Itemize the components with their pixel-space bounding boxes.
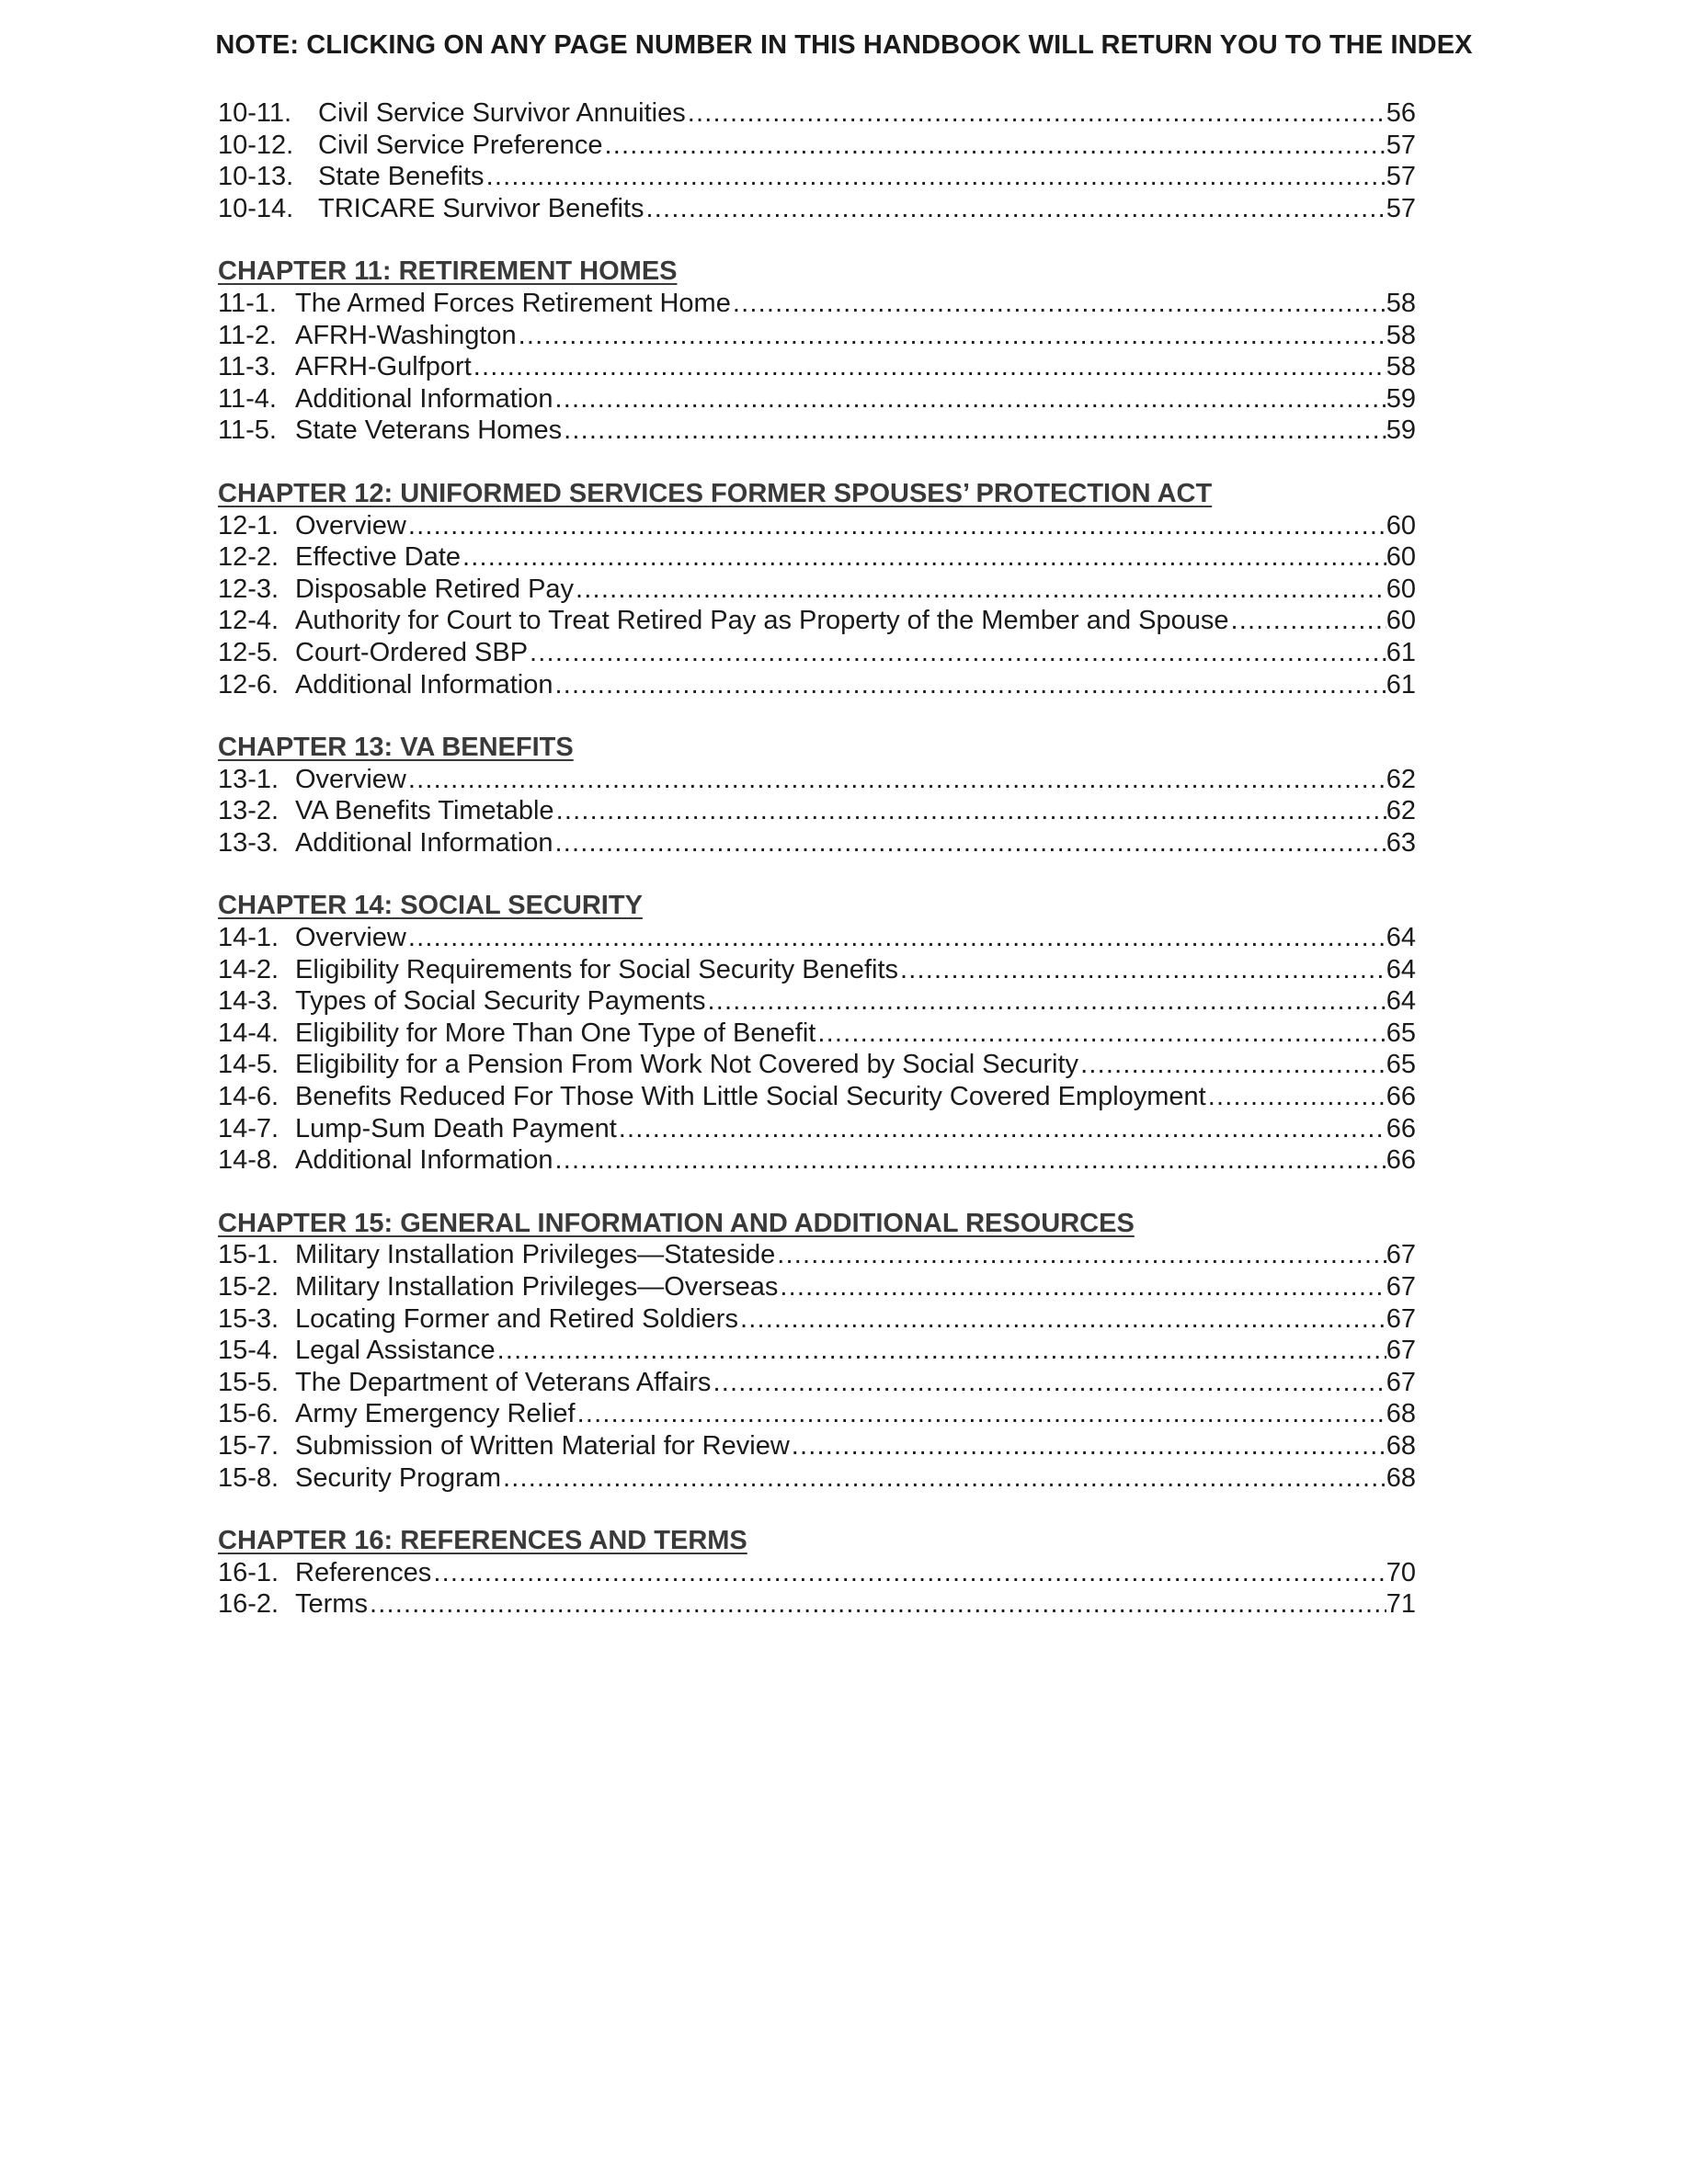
dot-leader bbox=[408, 510, 1386, 542]
entry-title: Overview bbox=[295, 923, 406, 953]
entry-page bbox=[1386, 669, 1416, 701]
entry-title: Effective Date bbox=[295, 542, 462, 573]
entry-title: State Veterans Homes bbox=[295, 415, 563, 446]
entry-number: 13-2. bbox=[218, 796, 279, 826]
dot-leader bbox=[486, 161, 1386, 193]
toc-entry bbox=[218, 97, 1416, 130]
dot-leader bbox=[503, 1462, 1386, 1495]
entry-title: Military Installation Privileges—Stateside bbox=[295, 1240, 776, 1270]
entry-title: Additional Information bbox=[295, 827, 553, 858]
toc-entry bbox=[218, 193, 1416, 225]
page-number-link[interactable]: 58 bbox=[1386, 352, 1416, 382]
entry-number: 11-4. bbox=[218, 383, 277, 414]
toc-entry bbox=[218, 669, 1416, 701]
page-number-link[interactable]: 56 bbox=[1386, 98, 1416, 128]
chapter-heading: CHAPTER 12: UNIFORMED SERVICES FORMER SPOUSES’ PROTECTION ACT bbox=[218, 478, 1213, 508]
entry-number: 14-8. bbox=[218, 1145, 279, 1176]
entry-title: Court-Ordered SBP bbox=[295, 637, 529, 667]
entry-title: Authority for Court to Treat Retired Pay as Property of the Member and Spouse bbox=[295, 606, 1229, 636]
entry-page bbox=[1386, 1430, 1416, 1462]
page-number-link[interactable]: 61 bbox=[1386, 669, 1416, 700]
entry-title: Disposable Retired Pay bbox=[295, 574, 575, 604]
dot-leader bbox=[555, 1144, 1386, 1177]
entry-title: Civil Service Preference bbox=[318, 130, 603, 160]
entry-number: 15-3. bbox=[218, 1303, 279, 1334]
page-number-link[interactable]: 67 bbox=[1386, 1303, 1416, 1334]
entry-page bbox=[1386, 351, 1416, 383]
entry-number: 12-2. bbox=[218, 542, 279, 573]
entry-number: 15-5. bbox=[218, 1367, 279, 1397]
entry-page bbox=[1386, 1462, 1416, 1495]
entry-page bbox=[1386, 320, 1416, 352]
page-number-link[interactable]: 68 bbox=[1386, 1399, 1416, 1429]
page-number-link[interactable]: 65 bbox=[1386, 1050, 1416, 1080]
entry-title: Overview bbox=[295, 510, 406, 540]
entry-page bbox=[1386, 574, 1416, 606]
entry-title: The Department of Veterans Affairs bbox=[295, 1367, 712, 1397]
entry-page bbox=[1386, 97, 1416, 130]
page-number-link[interactable]: 65 bbox=[1386, 1018, 1416, 1048]
entry-number: 15-2. bbox=[218, 1272, 279, 1302]
dot-leader bbox=[564, 415, 1386, 447]
entry-number: 12-6. bbox=[218, 669, 279, 700]
entry-page bbox=[1386, 795, 1416, 827]
entry-page bbox=[1386, 1144, 1416, 1177]
dot-leader bbox=[555, 383, 1386, 415]
dot-leader bbox=[1080, 1049, 1386, 1081]
dot-leader bbox=[1231, 605, 1386, 637]
dot-leader bbox=[792, 1430, 1386, 1462]
toc-entry bbox=[218, 1557, 1416, 1589]
toc-entry bbox=[218, 574, 1416, 606]
toc-entry bbox=[218, 1462, 1416, 1495]
entry-page bbox=[1386, 827, 1416, 859]
dot-leader bbox=[740, 1303, 1386, 1336]
dot-leader bbox=[497, 1335, 1386, 1367]
toc-entry bbox=[218, 1081, 1416, 1113]
entry-title: Eligibility Requirements for Social Security Benefits bbox=[295, 954, 898, 984]
entry-number: 14-6. bbox=[218, 1082, 279, 1112]
entry-title: Eligibility for More Than One Type of Benefit bbox=[295, 1018, 816, 1048]
dot-leader bbox=[688, 97, 1386, 130]
chapter-heading: CHAPTER 14: SOCIAL SECURITY bbox=[218, 891, 643, 921]
toc-entry bbox=[218, 1271, 1416, 1303]
dot-leader bbox=[707, 985, 1386, 1018]
entry-title: Security Program bbox=[295, 1462, 502, 1493]
entry-title: Civil Service Survivor Annuities bbox=[318, 98, 686, 128]
entry-number: 14-7. bbox=[218, 1113, 279, 1143]
entry-title: Eligibility for a Pension From Work Not Covered by Social Security bbox=[295, 1050, 1079, 1080]
table-of-contents bbox=[218, 97, 1416, 1652]
toc-entry bbox=[218, 1113, 1416, 1145]
entry-number: 11-1. bbox=[218, 288, 277, 318]
toc-entry bbox=[218, 985, 1416, 1018]
page-number-link[interactable]: 60 bbox=[1386, 606, 1416, 636]
entry-title: Additional Information bbox=[295, 383, 553, 414]
toc-entry bbox=[218, 415, 1416, 447]
entry-page bbox=[1386, 288, 1416, 320]
toc-entry bbox=[218, 954, 1416, 986]
toc-entry bbox=[218, 637, 1416, 669]
dot-leader bbox=[777, 1239, 1386, 1271]
entry-number: 14-1. bbox=[218, 923, 279, 953]
entry-title: Types of Social Security Payments bbox=[295, 986, 706, 1017]
dot-leader bbox=[519, 320, 1386, 352]
entry-number: 16-2. bbox=[218, 1589, 279, 1620]
entry-title: VA Benefits Timetable bbox=[295, 796, 554, 826]
chapter-heading: CHAPTER 13: VA BENEFITS bbox=[218, 733, 574, 763]
dot-leader bbox=[555, 669, 1386, 701]
dot-leader bbox=[577, 1398, 1386, 1430]
page-number-link[interactable]: 61 bbox=[1386, 637, 1416, 667]
page-number-link[interactable]: 66 bbox=[1386, 1145, 1416, 1176]
entry-title: Military Installation Privileges—Overseas bbox=[295, 1272, 779, 1302]
entry-page bbox=[1386, 985, 1416, 1018]
toc-entry bbox=[218, 541, 1416, 574]
toc-entry bbox=[218, 922, 1416, 954]
entry-page bbox=[1386, 605, 1416, 637]
dot-leader bbox=[408, 922, 1386, 954]
entry-title: Additional Information bbox=[295, 1145, 553, 1176]
entry-page bbox=[1386, 1271, 1416, 1303]
entry-page bbox=[1386, 161, 1416, 193]
entry-number: 10-13. bbox=[218, 162, 294, 192]
toc-entry bbox=[218, 1367, 1416, 1399]
toc-section bbox=[218, 1525, 1416, 1621]
dot-leader bbox=[473, 351, 1386, 383]
page-number-link[interactable]: 66 bbox=[1386, 1082, 1416, 1112]
entry-number: 15-7. bbox=[218, 1430, 279, 1461]
toc-entry bbox=[218, 605, 1416, 637]
page-number-link[interactable]: 57 bbox=[1386, 193, 1416, 223]
entry-title: AFRH-Gulfport bbox=[295, 352, 472, 382]
chapter-heading: CHAPTER 11: RETIREMENT HOMES bbox=[218, 256, 678, 287]
entry-number: 10-14. bbox=[218, 193, 294, 223]
page-number-link[interactable]: 67 bbox=[1386, 1367, 1416, 1397]
index-note: NOTE: CLICKING ON ANY PAGE NUMBER IN THIS HANDBOOK WILL RETURN YOU TO THE INDEX bbox=[215, 30, 1473, 60]
page-number-link[interactable]: 67 bbox=[1386, 1272, 1416, 1302]
entry-number: 15-1. bbox=[218, 1240, 279, 1270]
entry-page bbox=[1386, 130, 1416, 162]
toc-entry bbox=[218, 351, 1416, 383]
entry-number: 15-8. bbox=[218, 1462, 279, 1493]
page-number-link[interactable]: 58 bbox=[1386, 320, 1416, 350]
page-number-link[interactable]: 59 bbox=[1386, 383, 1416, 414]
entry-page bbox=[1386, 1398, 1416, 1430]
entry-page bbox=[1386, 193, 1416, 225]
entry-page bbox=[1386, 541, 1416, 574]
entry-page bbox=[1386, 637, 1416, 669]
page-number-link[interactable]: 67 bbox=[1386, 1240, 1416, 1270]
entry-page bbox=[1386, 764, 1416, 796]
entry-title: TRICARE Survivor Benefits bbox=[318, 193, 644, 223]
entry-number: 16-1. bbox=[218, 1557, 279, 1587]
entry-title: Additional Information bbox=[295, 669, 553, 700]
entry-page bbox=[1386, 922, 1416, 954]
entry-page bbox=[1386, 1239, 1416, 1271]
dot-leader bbox=[900, 954, 1386, 986]
dot-leader bbox=[817, 1018, 1386, 1050]
dot-leader bbox=[713, 1367, 1386, 1399]
page-number-link[interactable]: 60 bbox=[1386, 542, 1416, 573]
entry-number: 13-1. bbox=[218, 764, 279, 794]
entry-page bbox=[1386, 510, 1416, 542]
entry-title: Submission of Written Material for Review bbox=[295, 1430, 790, 1461]
toc-entry bbox=[218, 1144, 1416, 1177]
entry-number: 12-4. bbox=[218, 606, 279, 636]
entry-page bbox=[1386, 1049, 1416, 1081]
toc-entry bbox=[218, 510, 1416, 542]
toc-entry bbox=[218, 1239, 1416, 1271]
toc-entry bbox=[218, 130, 1416, 162]
toc-section bbox=[218, 732, 1416, 859]
toc-entry bbox=[218, 1398, 1416, 1430]
page-number-link[interactable]: 64 bbox=[1386, 954, 1416, 984]
entry-title: Overview bbox=[295, 764, 406, 794]
dot-leader bbox=[433, 1557, 1386, 1589]
page-number-link[interactable]: 70 bbox=[1386, 1557, 1416, 1587]
entry-title: Terms bbox=[295, 1589, 368, 1620]
toc-entry bbox=[218, 1430, 1416, 1462]
page-number-link[interactable]: 64 bbox=[1386, 923, 1416, 953]
dot-leader bbox=[555, 827, 1386, 859]
page-number-link[interactable]: 59 bbox=[1386, 415, 1416, 446]
entry-page bbox=[1386, 383, 1416, 415]
page-number-link[interactable]: 68 bbox=[1386, 1462, 1416, 1493]
entry-number: 12-3. bbox=[218, 574, 279, 604]
entry-number: 15-6. bbox=[218, 1399, 279, 1429]
entry-number: 12-1. bbox=[218, 510, 279, 540]
page-number-link[interactable]: 68 bbox=[1386, 1430, 1416, 1461]
dot-leader bbox=[370, 1588, 1386, 1621]
page-number-link[interactable]: 66 bbox=[1386, 1113, 1416, 1143]
toc-entry bbox=[218, 764, 1416, 796]
dot-leader bbox=[462, 541, 1386, 574]
toc-entry bbox=[218, 320, 1416, 352]
toc-section bbox=[218, 97, 1416, 224]
entry-title: The Armed Forces Retirement Home bbox=[295, 288, 731, 318]
toc-section bbox=[218, 256, 1416, 447]
page-number-link[interactable]: 63 bbox=[1386, 827, 1416, 858]
page-number-link[interactable]: 60 bbox=[1386, 574, 1416, 604]
entry-title: Legal Assistance bbox=[295, 1336, 496, 1366]
dot-leader bbox=[408, 764, 1386, 796]
chapter-heading: CHAPTER 15: GENERAL INFORMATION AND ADDITIONAL RESOURCES bbox=[218, 1208, 1135, 1238]
entry-title: Army Emergency Relief bbox=[295, 1399, 576, 1429]
dot-leader bbox=[576, 574, 1386, 606]
chapter-heading: CHAPTER 16: REFERENCES AND TERMS bbox=[218, 1526, 747, 1556]
dot-leader bbox=[733, 288, 1386, 320]
entry-title: Benefits Reduced For Those With Little Social Security Covered Employment bbox=[295, 1082, 1206, 1112]
entry-number: 15-4. bbox=[218, 1336, 279, 1366]
page-number-link[interactable]: 62 bbox=[1386, 796, 1416, 826]
page-number-link[interactable]: 64 bbox=[1386, 986, 1416, 1017]
entry-number: 14-2. bbox=[218, 954, 279, 984]
toc-entry bbox=[218, 1018, 1416, 1050]
toc-entry bbox=[218, 1335, 1416, 1367]
page-number-link[interactable]: 60 bbox=[1386, 510, 1416, 540]
dot-leader bbox=[530, 637, 1386, 669]
entry-page bbox=[1386, 1335, 1416, 1367]
entry-page bbox=[1386, 1557, 1416, 1589]
dot-leader bbox=[1208, 1081, 1386, 1113]
toc-entry bbox=[218, 1588, 1416, 1621]
page-number-link[interactable]: 67 bbox=[1386, 1336, 1416, 1366]
page-number-link[interactable]: 71 bbox=[1386, 1589, 1416, 1620]
toc-entry bbox=[218, 161, 1416, 193]
dot-leader bbox=[619, 1113, 1386, 1145]
entry-number: 11-5. bbox=[218, 415, 277, 446]
entry-title: Lump-Sum Death Payment bbox=[295, 1113, 617, 1143]
toc-entry bbox=[218, 1303, 1416, 1336]
entry-number: 10-12. bbox=[218, 130, 294, 160]
toc-entry bbox=[218, 1049, 1416, 1081]
toc-section bbox=[218, 890, 1416, 1176]
entry-title: Locating Former and Retired Soldiers bbox=[295, 1303, 738, 1334]
entry-title: References bbox=[295, 1557, 432, 1587]
page-number-link[interactable]: 57 bbox=[1386, 130, 1416, 160]
entry-number: 12-5. bbox=[218, 637, 279, 667]
toc-entry bbox=[218, 827, 1416, 859]
entry-number: 13-3. bbox=[218, 827, 279, 858]
entry-page bbox=[1386, 954, 1416, 986]
entry-number: 14-3. bbox=[218, 986, 279, 1017]
entry-page bbox=[1386, 1081, 1416, 1113]
toc-section bbox=[218, 1208, 1416, 1494]
page-number-link[interactable]: 58 bbox=[1386, 288, 1416, 318]
toc-entry bbox=[218, 383, 1416, 415]
toc-section bbox=[218, 478, 1416, 700]
toc-entry bbox=[218, 288, 1416, 320]
entry-page bbox=[1386, 1303, 1416, 1336]
entry-number: 11-3. bbox=[218, 352, 277, 382]
dot-leader bbox=[556, 795, 1386, 827]
page-number-link[interactable]: 62 bbox=[1386, 764, 1416, 794]
entry-page bbox=[1386, 1113, 1416, 1145]
page-number-link[interactable]: 57 bbox=[1386, 162, 1416, 192]
entry-title: AFRH-Washington bbox=[295, 320, 517, 350]
entry-number: 10-11. bbox=[218, 98, 292, 128]
dot-leader bbox=[646, 193, 1386, 225]
toc-entry bbox=[218, 795, 1416, 827]
entry-page bbox=[1386, 1018, 1416, 1050]
entry-number: 14-4. bbox=[218, 1018, 279, 1048]
entry-page bbox=[1386, 1588, 1416, 1621]
entry-page bbox=[1386, 1367, 1416, 1399]
entry-title: State Benefits bbox=[318, 162, 485, 192]
entry-number: 11-2. bbox=[218, 320, 277, 350]
dot-leader bbox=[780, 1271, 1386, 1303]
entry-number: 14-5. bbox=[218, 1050, 279, 1080]
entry-page bbox=[1386, 415, 1416, 447]
dot-leader bbox=[604, 130, 1386, 162]
